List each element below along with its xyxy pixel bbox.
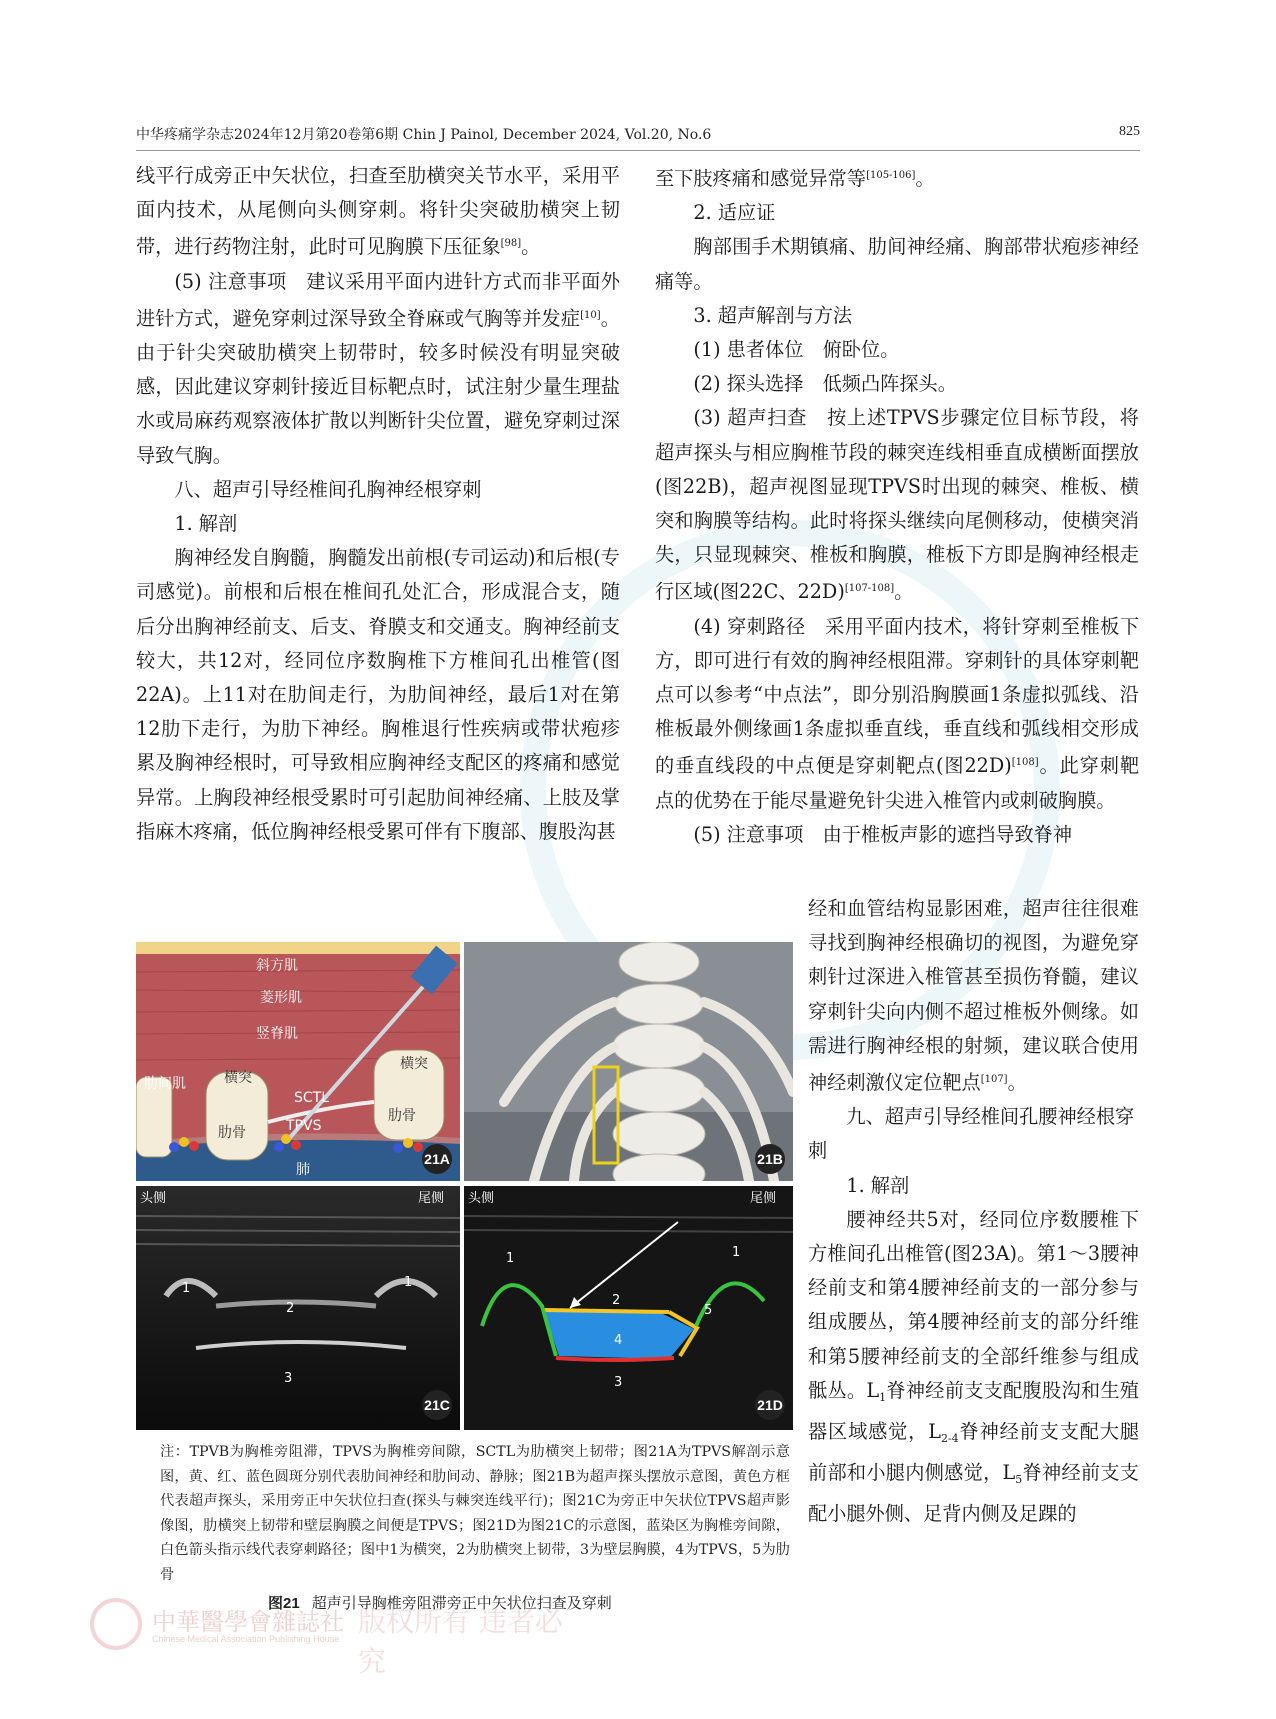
label-sctl: SCTL bbox=[294, 1090, 330, 1106]
page-number: 825 bbox=[1119, 124, 1140, 139]
citation-ref[interactable]: [98] bbox=[500, 238, 522, 250]
citation-ref[interactable]: [105-106] bbox=[866, 170, 916, 181]
ultrasound-label-3: 3 bbox=[284, 1371, 293, 1386]
left-column bbox=[136, 159, 620, 849]
figure-21c-ultrasound bbox=[136, 1186, 460, 1430]
paragraph: (2) 探头选择 低频凸阵探头。 bbox=[693, 372, 957, 396]
publisher-seal-icon bbox=[90, 1598, 142, 1650]
citation-ref[interactable]: [107] bbox=[980, 1074, 1008, 1086]
right-column-lower bbox=[808, 892, 1139, 1532]
schematic-label-4: 4 bbox=[614, 1333, 623, 1348]
label-caudal: 尾侧 bbox=[418, 1191, 445, 1206]
label-cranial: 头侧 bbox=[140, 1191, 167, 1206]
subsection-heading: 1. 解剖 bbox=[846, 1173, 910, 1197]
figure-note: 注：TPVB为胸椎旁阻滞，TPVS为胸椎旁间隙，SCTL为肋横突上韧带；图21A为TPVS解剖示意图，黄、红、蓝色圆斑分别代表肋间神经和肋间动、静脉；图21B为超声探头摆放示意图，黄色方框代表超声探头，采用旁正中矢状位扫查(探头与棘突连线平行)；图21C为旁正中矢状位TPVS超声影像图，肋横突上韧带和壁层胸膜之间便是TPVS；图21D为图21C的示意图，蓝染区为胸椎旁间隙，白色箭头指示线代表穿刺路径；图中1为横突，2为肋横突上韧带，3为壁层胸膜，4为TPVS，5为肋骨 bbox=[160, 1444, 790, 1583]
schematic-label-3: 3 bbox=[614, 1375, 623, 1390]
publisher-name-en: Chinese Medical Association Publishing House bbox=[152, 1634, 340, 1644]
paragraph: 经和血管结构显影困难，超声往往很难寻找到胸神经根确切的视图，为避免穿刺针过深进入椎管甚至损伤脊髓，建议穿刺针尖向内侧不超过椎板外侧缘。如需进行胸神经根的射频，建议联合使用神经刺激仪定位靶点[107]。 bbox=[808, 897, 1139, 1095]
paragraph: (4) 穿刺路径 采用平面内技术，将针穿刺至椎板下方，即可进行有效的胸神经根阻滞。穿刺针的具体穿刺靶点可以参考“中点法”，即分别沿胸膜画1条虚拟弧线、沿椎板最外侧缘画1条虚拟垂直线，垂直线和弧线相交形成的垂直线段的中点便是穿刺靶点(图22D)[108]。此穿刺靶点的优势在于能尽量避免针尖进入椎管内或刺破胸膜。 bbox=[655, 614, 1140, 812]
citation-ref[interactable]: [107-108] bbox=[844, 583, 895, 595]
subsection-heading: 3. 超声解剖与方法 bbox=[693, 303, 853, 327]
panel-label-21d: 21D bbox=[755, 1390, 785, 1420]
publisher-watermark bbox=[90, 1596, 570, 1678]
figure-21a-anatomy bbox=[136, 942, 460, 1181]
label-transverse-right: 横突 bbox=[400, 1056, 428, 1072]
label-erector: 竖脊肌 bbox=[256, 1026, 298, 1042]
section-heading: 九、超声引导经椎间孔腰神经根穿刺 bbox=[808, 1105, 1135, 1163]
label-rib-left: 肋骨 bbox=[218, 1125, 246, 1141]
paragraph: 线平行成旁正中矢状位，扫查至肋横突关节水平，采用平面内技术，从尾侧向头侧穿刺。将针尖突破肋横突上韧带，进行药物注射，此时可见胸膜下压征象[98]。 bbox=[136, 164, 620, 259]
paragraph: 腰神经共5对，经同位序数腰椎下方椎间孔出椎管(图23A)。第1～3腰神经前支和第4腰神经前支的一部分参与组成腰丛，第4腰神经前支的部分纤维和第5腰神经前支的全部纤维参与组成骶丛。$L_1$脊神经前支支配腹股沟和生殖器区域感觉，$L_{2-4}$脊神经前支支配大腿前部和小腿内侧感觉，$L_5$脊神经前支支配小腿外侧、足背内侧及足踝的 bbox=[808, 1207, 1140, 1526]
panel-label-21b: 21B bbox=[755, 1144, 785, 1174]
label-caudal: 尾侧 bbox=[750, 1191, 777, 1206]
publisher-name: 中華醫學會雜誌社 bbox=[152, 1608, 344, 1636]
schematic-label-5: 5 bbox=[704, 1303, 713, 1318]
header-rule bbox=[136, 150, 1140, 151]
paragraph: 胸部围手术期镇痛、肋间神经痛、胸部带状疱疹神经痛等。 bbox=[655, 235, 1139, 293]
copyright-slogan: 版权所有 违者必究 bbox=[358, 1605, 563, 1678]
subsection-heading: 2. 适应证 bbox=[693, 201, 776, 225]
figure-21b-probe-placement bbox=[464, 942, 793, 1181]
paragraph: 胸神经发自胸髓，胸髓发出前根(专司运动)和后根(专司感觉)。前根和后根在椎间孔处汇合，形成混合支，随后分出胸神经前支、后支、脊膜支和交通支。胸神经前支较大，共12对，经同位序数胸椎下方椎间孔出椎管(图22A)。上11对在肋间走行，为肋间神经，最后1对在第12肋下走行，为肋下神经。胸椎退行性疾病或带状疱疹累及胸神经根时，可导致相应胸神经支配区的疼痛和感觉异常。上胸段神经根受累时可引起肋间神经痛、上肢及掌指麻木疼痛，低位胸神经根受累可伴有下腹部、腹股沟甚 bbox=[136, 546, 620, 843]
schematic-label-1-right: 1 bbox=[732, 1245, 741, 1260]
subsection-heading: 1. 解剖 bbox=[174, 512, 238, 536]
label-cranial: 头侧 bbox=[468, 1191, 495, 1206]
paragraph: (5) 注意事项 由于椎板声影的遮挡导致脊神 bbox=[693, 822, 1073, 846]
label-transverse-left: 横突 bbox=[224, 1070, 252, 1086]
schematic-label-1-left: 1 bbox=[506, 1251, 515, 1266]
right-column bbox=[655, 159, 1139, 852]
panel-label-21c: 21C bbox=[422, 1390, 452, 1420]
ultrasound-label-2: 2 bbox=[286, 1301, 295, 1316]
figure-number: 图21 bbox=[268, 1595, 300, 1612]
figure-21d-schematic bbox=[464, 1186, 793, 1430]
label-rhomboid: 菱形肌 bbox=[260, 990, 302, 1006]
section-heading: 八、超声引导经椎间孔胸神经根穿刺 bbox=[174, 477, 482, 501]
figure-title: 超声引导胸椎旁阻滞旁正中矢状位扫查及穿刺 bbox=[311, 1594, 612, 1612]
label-intercostal: 肋间肌 bbox=[144, 1076, 186, 1092]
label-tpvs: TPVS bbox=[286, 1118, 322, 1134]
journal-citation: 中华疼痛学杂志2024年12月第20卷第6期 Chin J Painol, December 2024, Vol.20, No.6 bbox=[136, 127, 712, 143]
panel-label-21a: 21A bbox=[422, 1144, 452, 1174]
schematic-label-2: 2 bbox=[612, 1293, 621, 1308]
citation-ref[interactable]: [108] bbox=[1011, 757, 1039, 769]
citation-ref[interactable]: [10] bbox=[580, 309, 601, 321]
label-rib-right: 肋骨 bbox=[388, 1108, 416, 1124]
paragraph: (1) 患者体位 俯卧位。 bbox=[693, 338, 900, 362]
paragraph: (5) 注意事项 建议采用平面内进针方式而非平面外进针方式，避免穿刺过深导致全脊麻或气胸等并发症[10]。由于针尖突破肋横突上韧带时，较多时候没有明显突破感，因此建议穿刺针接近目标靶点时，试注射少量生理盐水或局麻药观察液体扩散以判断针尖位置，避免穿刺过深导致气胸。 bbox=[136, 269, 621, 467]
ultrasound-label-1-right: 1 bbox=[404, 1275, 413, 1290]
paragraph: 至下肢疼痛和感觉异常等[105-106]。 bbox=[655, 167, 935, 190]
label-lung: 肺 bbox=[296, 1162, 310, 1178]
label-trapezius: 斜方肌 bbox=[256, 958, 298, 974]
paragraph: (3) 超声扫查 按上述TPVS步骤定位目标节段，将超声探头与相应胸椎节段的棘突连线相垂直成横断面摆放(图22B)，超声视图显现TPVS时出现的棘突、椎板、横突和胸膜等结构。此时将探头继续向尾侧移动，使横突消失，只显现棘突、椎板和胸膜，椎板下方即是胸神经根走行区域(图22C、22D)[107-108]。 bbox=[655, 406, 1139, 604]
running-header bbox=[136, 124, 1140, 146]
ultrasound-label-1-left: 1 bbox=[182, 1281, 191, 1296]
